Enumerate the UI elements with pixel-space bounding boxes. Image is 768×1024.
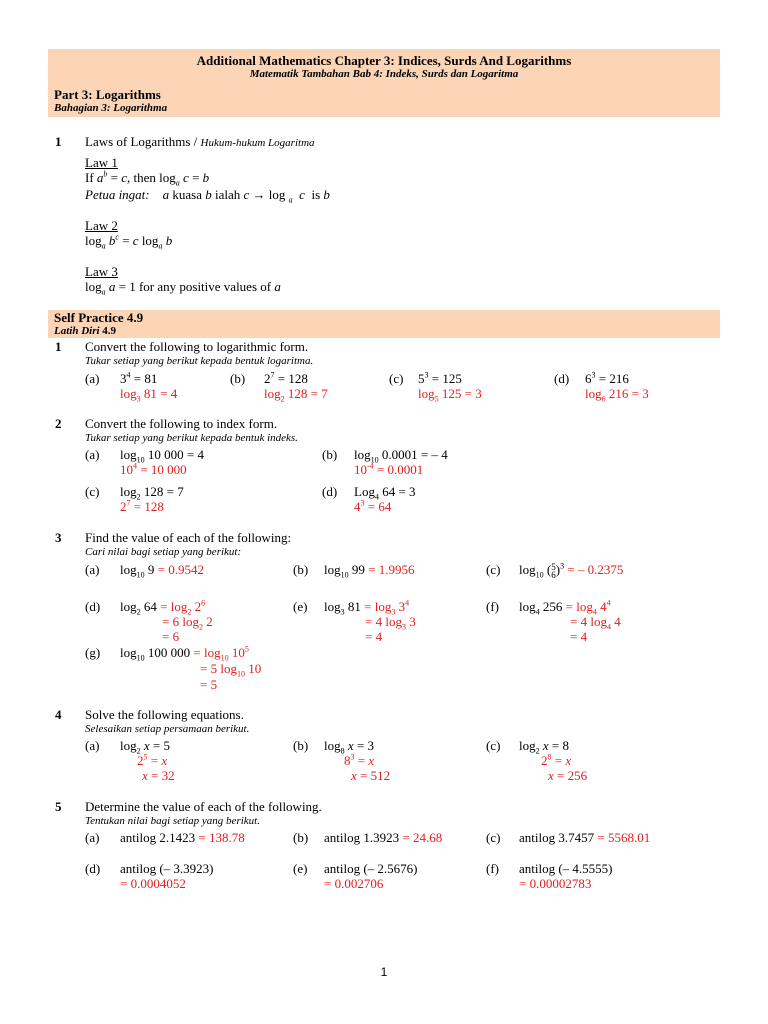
q1b-answer: $\log_2 128 = 7$ [264,386,328,404]
q5c-answer: = 5568.01 [594,830,651,845]
q3e-label: (e) [293,599,308,614]
q3b-row: $\log_{10} 99 = 1.9956$ [324,562,415,580]
q3a-label: (a) [85,562,100,577]
laws-number: 1 [55,134,62,149]
q4c-question: $\log_2 x = 8$ [519,738,569,756]
law3-heading: Law 3 [85,264,118,279]
q1-text: Convert the following to logarithmic form. [85,339,309,354]
q1c-question: $5^3 = 125$ [418,370,462,386]
q1b-question: $2^7 = 128$ [264,370,308,386]
q2d-label: (d) [322,484,338,499]
chapter-header [48,49,720,84]
q2c-question: $\log_2 128 = 7$ [120,484,184,502]
q5b-row [324,830,442,846]
q5c-row [519,830,650,846]
q5e-label: (e) [293,861,308,876]
q3-text: Find the value of each of the following: [85,530,292,545]
q1a-question: $3^4 = 81$ [120,370,158,386]
q4a-question: $\log_2 x = 5$ [120,738,170,756]
part-header [48,84,720,117]
practice-title-ms: Latih Diri 4.9 [54,325,117,337]
q3f-label: (f) [486,599,499,614]
q5e-answer: = 0.002706 [324,876,384,891]
q2d-answer: $4^3 = 64$ [354,498,392,514]
law1-statement: If $a^b = c$, then $\log_a c = b$ [85,169,210,188]
q4a-answer: x = 32 [142,768,175,783]
q3f-line2: = 4 $\log_4 4$ [570,614,621,632]
q2b-label: (b) [322,447,338,462]
q2a-question: $\log_{10} 10$ 000 = 4 [120,447,204,465]
law2-heading: Law 2 [85,218,118,233]
q1a-answer: $\log_3 81 = 4$ [120,386,178,404]
q3g-line2: = 5 $\log_{10} 10$ [200,661,262,679]
q3e-line1: $\log_3 81 = \log_3 3^4$ [324,598,410,617]
q5b-question: antilog 1.3923 [324,830,400,845]
q4-text: Solve the following equations. [85,707,244,722]
practice-title: Self Practice 4.9 [54,310,144,325]
q1d-question: $6^3 = 216$ [585,370,629,386]
part-title-ms: Bahagian 3: Logarithma [54,102,168,114]
q4c-answer: x = 256 [548,768,588,783]
law3-statement: $\log_a a = 1$ for any positive values of a [85,279,281,297]
q3a-row: $\log_{10} 9 = 0.9542$ [120,562,204,580]
q1-number: 1 [55,339,62,354]
q2b-question: $\log_{10} 0.0001$ = – 4 [354,447,448,465]
q1d-answer: $\log_6 216 = 3$ [585,386,649,404]
q5a-row [120,830,245,846]
chapter-title: Additional Mathematics Chapter 3: Indices, Surds And Logarithms [196,53,572,68]
q5-text-ms: Tentukan nilai bagi setiap yang berikut. [85,815,260,827]
q1c-label: (c) [389,371,404,386]
q3f-line1: $\log_4 256 = \log_4 4^4$ [519,598,611,617]
q5f-question: antilog (– 4.5555) [519,861,613,876]
q1b-label: (b) [230,371,246,386]
q4-text-ms: Selesaikan setiap persamaan berikut. [85,723,250,735]
q5c-question: antilog 3.7457 [519,830,595,845]
q5f-label: (f) [486,861,499,876]
q4b-label: (b) [293,738,309,753]
q5b-label: (b) [293,830,309,845]
chapter-subtitle: Matematik Tambahan Bab 4: Indeks, Surds dan Logaritma [249,68,519,80]
q1c-answer: $\log_5 125 = 3$ [418,386,482,404]
q5e-question: antilog (– 2.5676) [324,861,418,876]
q2-text-ms: Tukar setiap yang berikut kepada bentuk indeks. [85,432,298,444]
q4c-step: $2^8 = x$ [541,752,572,768]
q5a-answer: = 138.78 [195,830,245,845]
q1a-label: (a) [85,371,100,386]
q3b-label: (b) [293,562,309,577]
q5a-label: (a) [85,830,100,845]
q3e-line2: = 4 $\log_3 3$ [365,614,416,632]
laws-title [85,134,315,150]
q3d-line3: = 6 [162,629,180,644]
q5f-answer: = 0.00002783 [519,876,592,891]
q4a-label: (a) [85,738,100,753]
law3-text: = 1 for any positive values of [115,279,275,294]
q3-number: 3 [55,530,62,545]
q4b-question: $\log_8 x = 3$ [324,738,374,756]
laws-title-en: Laws of Logarithms / [85,134,201,149]
q4c-label: (c) [486,738,501,753]
q5c-label: (c) [486,830,501,845]
q5d-label: (d) [85,861,101,876]
q5-number: 5 [55,799,62,814]
q2-number: 2 [55,416,62,431]
q2a-answer: $10^4 = 10$ 000 [120,461,187,477]
q3g-label: (g) [85,645,101,660]
q2-text: Convert the following to index form. [85,416,278,431]
q3c-row: $\log_{10}$ ( 5 6 )$^3$ = – 0.2375 [519,561,624,581]
q4a-step: $2^5 = x$ [137,752,168,768]
petua-label: Petua ingat: [85,187,150,202]
q1d-label: (d) [554,371,570,386]
q3f-line3: = 4 [570,629,588,644]
q5-text: Determine the value of each of the following. [85,799,322,814]
q3e-line3: = 4 [365,629,383,644]
q3d-label: (d) [85,599,101,614]
page-number: 1 [380,965,388,979]
law1-tip: Petua ingat: a kuasa b ialah c → log $_a$ c is b [85,187,330,205]
q2b-answer: $10^{-4} = 0.0001$ [354,461,424,477]
q5b-answer: = 24.68 [399,830,443,845]
q5d-answer: = 0.0004052 [120,876,186,891]
q5a-question: antilog 2.1423 [120,830,196,845]
q3c-label: (c) [486,562,501,577]
q3-text-ms: Cari nilai bagi setiap yang berikut: [85,546,242,558]
q3g-line1: $\log_{10} 100$ $000 = \log_{10} 10^5$ [120,644,249,663]
q3g-line3: = 5 [200,677,218,692]
q4b-step: $8^3 = x$ [344,752,375,768]
law2-statement: $\log_a b^c = c$ $\log_a b$ [85,232,173,251]
q1-text-ms: Tukar setiap yang berikut kepada bentuk logaritma. [85,355,314,367]
part-title: Part 3: Logarithms [54,87,161,102]
q2c-answer: $2^7 = 128$ [120,498,164,514]
law1-heading: Law 1 [85,155,118,170]
q2c-label: (c) [85,484,100,499]
practice-header [48,310,720,338]
q3d-line1: $\log_2 64 = \log_2 2^6$ [120,598,206,617]
q5d-question: antilog (– 3.3923) [120,861,214,876]
q4-number: 4 [55,707,62,722]
q3d-line2: = 6 $\log_2 2$ [162,614,213,632]
q2d-question: Log$_4$ 64 = 3 [354,484,416,502]
laws-title-ms: Hukum-hukum Logaritma [200,137,315,149]
q4b-answer: x = 512 [351,768,391,783]
q2a-label: (a) [85,447,100,462]
